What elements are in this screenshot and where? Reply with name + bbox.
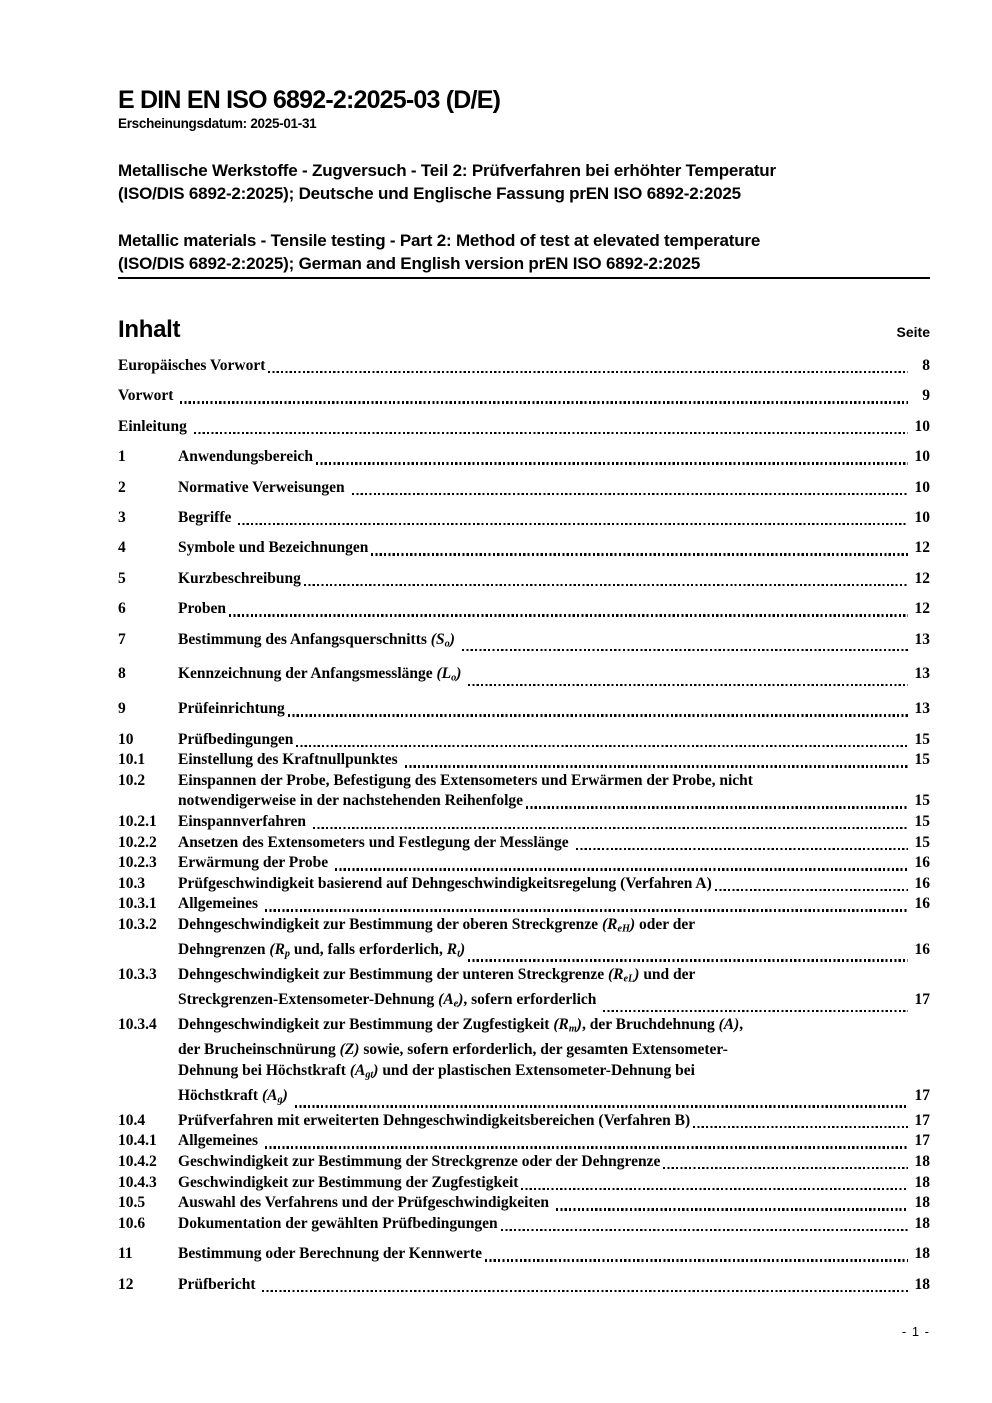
toc-entry-page: 17: [914, 1111, 930, 1129]
toc-entry-title: Prüfeinrichtung: [178, 700, 285, 718]
toc-entry-title: Allgemeines: [178, 1132, 262, 1150]
toc-entry[interactable]: [118, 1015, 930, 1111]
toc-entry-number: 8: [118, 665, 126, 683]
toc-entry-number: 7: [118, 630, 126, 648]
toc-entry-page: 10: [914, 478, 930, 496]
toc-entry-title: notwendigerweise in der nachstehenden Reihenfolge: [178, 792, 524, 810]
toc-entry-number: 10: [118, 730, 134, 748]
toc-entry-title: Streckgrenzen-Extensometer-Dehnung $(A_e)$, sofern erforderlich: [178, 991, 601, 1010]
toc-entry[interactable]: [118, 417, 930, 438]
toc-entry-page: 13: [914, 630, 930, 648]
toc-entry-page: 18: [914, 1245, 930, 1263]
toc-entry-number: 2: [118, 478, 126, 496]
toc-entry-page: 15: [914, 751, 930, 769]
toc-entry-number: 12: [118, 1275, 134, 1293]
toc-leader-dots: [180, 401, 908, 403]
toc-entry-title: Bestimmung des Anfangsquerschnitts $(S_o)$: [178, 630, 455, 649]
toc-header-row: [118, 316, 930, 344]
toc-leader-dots: [295, 1105, 908, 1107]
toc-entry[interactable]: [118, 538, 930, 559]
toc-entry-page: 13: [914, 700, 930, 718]
toc-entry-title: Symbole und Bezeichnungen: [178, 539, 369, 557]
toc-entry-number: 9: [118, 700, 126, 718]
release-date: Erscheinungsdatum: 2025-01-31: [118, 116, 317, 131]
toc-heading: Inhalt: [118, 316, 181, 343]
toc-entry[interactable]: [118, 1173, 930, 1194]
toc-entry-title: Dokumentation der gewählten Prüfbedingungen: [178, 1214, 498, 1232]
title-german: [118, 159, 930, 205]
toc-entry-page: 8: [922, 357, 930, 374]
toc-entry-title: Prüfgeschwindigkeit basierend auf Dehngeschwindigkeitsregelung (Verfahren A): [178, 874, 712, 892]
toc-entry-title: Höchstkraft $(A_g)$: [178, 1086, 288, 1106]
toc-leader-dots: [316, 462, 908, 464]
toc-entry-number: 10.4.2: [118, 1153, 157, 1171]
toc-entry[interactable]: [118, 599, 930, 620]
toc-entry-number: 10.4.1: [118, 1132, 157, 1150]
title-english: [118, 229, 930, 275]
toc-leader-dots: [468, 959, 908, 961]
page-content: [118, 0, 930, 1295]
toc-entry-page: 10: [914, 508, 930, 526]
toc-entry-page: 18: [914, 1194, 930, 1212]
toc-entry-page: 16: [914, 895, 930, 913]
toc-entry-page: 10: [914, 417, 930, 435]
toc-leader-dots: [521, 1188, 908, 1190]
toc-entry-page: 15: [914, 812, 930, 830]
toc-entry-page: 17: [914, 1086, 930, 1104]
toc-entry[interactable]: [118, 1111, 930, 1132]
toc-entry-title: Erwärmung der Probe: [178, 854, 332, 872]
toc-entry-page: 16: [914, 874, 930, 892]
toc-entry-title: Einspannverfahren: [178, 812, 310, 830]
toc-entry-number: 4: [118, 539, 126, 557]
toc-entry[interactable]: [118, 356, 930, 377]
toc-leader-dots: [462, 649, 908, 651]
toc-entry-page: 17: [914, 1132, 930, 1150]
toc-leader-dots: [238, 523, 908, 525]
footer-page-number: - 1 -: [901, 1324, 930, 1339]
toc-entry[interactable]: [118, 853, 930, 874]
title-german-line1: Metallische Werkstoffe - Zugversuch - Teil 2: Prüfverfahren bei erhöhter Temperatur: [118, 161, 776, 180]
toc-entry-page: 13: [914, 665, 930, 683]
toc-entry-title: Proben: [178, 600, 226, 618]
toc-entry-title: Dehngeschwindigkeit zur Bestimmung der Zugfestigkeit $(R_m)$, der Bruchdehnung (A),: [178, 1016, 744, 1035]
toc-entry-title: der Brucheinschnürung (Z) sowie, sofern erforderlich, der gesamten Extensometer-: [178, 1041, 728, 1059]
toc-entry-page: 12: [914, 539, 930, 557]
toc-entry[interactable]: [118, 664, 930, 689]
toc-entry[interactable]: [118, 386, 930, 407]
toc-entry-number: 10.2: [118, 771, 146, 789]
toc-entry-title: Geschwindigkeit zur Bestimmung der Streckgrenze oder der Dehngrenze: [178, 1153, 661, 1171]
toc-entry[interactable]: [118, 1214, 930, 1235]
toc-leader-dots: [265, 909, 908, 911]
toc-entry[interactable]: [118, 630, 930, 655]
toc-leader-dots: [715, 889, 908, 891]
toc-leader-dots: [485, 1259, 908, 1261]
toc-leader-dots: [352, 493, 909, 495]
toc-entry[interactable]: [118, 915, 930, 965]
toc-entry-title: Dehnung bei Höchstkraft $(A_{gt})$ und der plastischen Extensometer-Dehnung bei: [178, 1061, 695, 1081]
toc-entry-title: Anwendungsbereich: [178, 448, 313, 466]
toc-entry-title: Bestimmung oder Berechnung der Kennwerte: [178, 1245, 482, 1263]
toc-entry-title: Prüfbericht: [178, 1275, 260, 1293]
toc-leader-dots: [262, 1290, 908, 1292]
toc-entry-title: Prüfverfahren mit erweiterten Dehngeschwindigkeitsbereichen (Verfahren B): [178, 1111, 691, 1129]
toc-entry-page: 18: [914, 1214, 930, 1232]
toc-leader-dots: [194, 432, 908, 434]
toc-entry[interactable]: [118, 1152, 930, 1173]
toc-entry-title: Auswahl des Verfahrens und der Prüfgeschwindigkeiten: [178, 1194, 553, 1212]
toc-entry[interactable]: [118, 771, 930, 812]
toc-entry-title: Dehngeschwindigkeit zur Bestimmung der oberen Streckgrenze $(R_{eH})$ oder der: [178, 915, 696, 935]
toc-leader-dots: [501, 1229, 908, 1231]
toc-entry-page: 15: [914, 833, 930, 851]
toc-entry[interactable]: [118, 699, 930, 720]
toc-leader-dots: [405, 765, 908, 767]
toc-entry[interactable]: [118, 833, 930, 854]
toc-entry-page: 15: [914, 730, 930, 748]
toc-leader-dots: [576, 848, 908, 850]
toc-entry-number: 10.3.3: [118, 966, 157, 984]
title-german-line2: (ISO/DIS 6892-2:2025); Deutsche und Englische Fassung prEN ISO 6892-2:2025: [118, 184, 741, 203]
toc-entry-number: 10.2.1: [118, 812, 157, 830]
toc-entry-title: Dehngrenzen ($R_p$ und, falls erforderlich, $R_t$): [178, 940, 466, 960]
toc-leader-dots: [288, 714, 908, 716]
page-column-label: Seite: [896, 324, 930, 340]
toc-entry-number: 10.3.4: [118, 1016, 157, 1034]
toc-entry-number: 10.5: [118, 1194, 146, 1212]
toc-entry-page: 12: [914, 600, 930, 618]
toc-entry-page: 18: [914, 1153, 930, 1171]
doc-number: E DIN EN ISO 6892-2:2025-03 (D/E): [118, 86, 501, 114]
toc-entry-number: 10.2.2: [118, 833, 157, 851]
toc-entry[interactable]: [118, 478, 930, 499]
title-english-line1: Metallic materials - Tensile testing - Part 2: Method of test at elevated temperature: [118, 231, 761, 250]
toc-leader-dots: [526, 806, 908, 808]
toc-entry[interactable]: [118, 569, 930, 590]
toc-entry-page: 16: [914, 854, 930, 872]
toc-entry-page: 9: [922, 387, 930, 405]
toc-entry-title: Vorwort: [118, 387, 178, 405]
toc-leader-dots: [693, 1126, 908, 1128]
toc-entry-number: 5: [118, 569, 126, 587]
toc-entry-title: Einstellung des Kraftnullpunktes: [178, 751, 402, 769]
toc-leader-dots: [304, 584, 908, 586]
toc-leader-dots: [556, 1208, 908, 1210]
toc-entry[interactable]: [118, 1193, 930, 1214]
toc-entry[interactable]: [118, 447, 930, 468]
toc-entry-number: 10.6: [118, 1214, 146, 1232]
toc-entry-page: 10: [914, 448, 930, 466]
toc-entry-title: Normative Verweisungen: [178, 478, 349, 496]
toc-entry[interactable]: [118, 508, 930, 529]
toc-entry-page: 17: [914, 991, 930, 1009]
toc-leader-dots: [229, 614, 908, 616]
toc-entry-number: 10.4.3: [118, 1173, 157, 1191]
toc-entry-number: 10.3.2: [118, 915, 157, 933]
toc-entry-number: 10.3.1: [118, 895, 157, 913]
toc-entry-title: Einleitung: [118, 417, 191, 435]
toc-entry-page: 12: [914, 569, 930, 587]
toc-entry-number: 1: [118, 448, 126, 466]
toc-entry-number: 10.2.3: [118, 854, 157, 872]
toc-entry-title: Allgemeines: [178, 895, 262, 913]
toc-entry[interactable]: [118, 1131, 930, 1152]
toc-entry-page: 18: [914, 1173, 930, 1191]
toc-entry[interactable]: [118, 965, 930, 1015]
toc-entry-title: Kurzbeschreibung: [178, 569, 301, 587]
toc-entry-title: Europäisches Vorwort: [118, 357, 266, 374]
toc-entry-title: Ansetzen des Extensometers und Festlegung der Messlänge: [178, 833, 573, 851]
toc-entry-number: 6: [118, 600, 126, 618]
toc-leader-dots: [663, 1167, 908, 1169]
footer: [902, 1324, 930, 1339]
toc-leader-dots: [603, 1010, 908, 1012]
toc-leader-dots: [468, 684, 908, 686]
toc-entry-number: 3: [118, 508, 126, 526]
toc-entry[interactable]: [118, 874, 930, 895]
toc-entry-title: Kennzeichnung der Anfangsmesslänge $(L_o)$: [178, 665, 462, 684]
toc-entry-number: 10.4: [118, 1111, 146, 1129]
toc-entry-title: Begriffe: [178, 508, 236, 526]
toc-entry[interactable]: [118, 1275, 930, 1296]
toc-entry-title: Geschwindigkeit zur Bestimmung der Zugfestigkeit: [178, 1173, 519, 1191]
table-of-contents: [118, 356, 930, 1295]
header-divider-rule: [118, 277, 930, 279]
toc-leader-dots: [268, 371, 908, 373]
toc-leader-dots: [313, 827, 908, 829]
toc-entry-page: 18: [914, 1275, 930, 1293]
toc-leader-dots: [296, 745, 908, 747]
toc-leader-dots: [335, 868, 908, 870]
toc-entry[interactable]: [118, 894, 930, 915]
toc-entry[interactable]: [118, 730, 930, 751]
toc-entry-number: 10.1: [118, 751, 146, 769]
toc-leader-dots: [265, 1146, 908, 1148]
toc-leader-dots: [371, 553, 908, 555]
toc-entry-title: Dehngeschwindigkeit zur Bestimmung der unteren Streckgrenze $(R_{eL})$ und der: [178, 966, 696, 985]
toc-entry-number: 11: [118, 1245, 133, 1263]
toc-entry-page: 15: [914, 792, 930, 810]
toc-entry[interactable]: [118, 750, 930, 771]
title-english-line2: (ISO/DIS 6892-2:2025); German and English version prEN ISO 6892-2:2025: [118, 254, 701, 273]
toc-entry[interactable]: [118, 1244, 930, 1265]
toc-entry-page: 16: [914, 940, 930, 958]
toc-entry-title: Einspannen der Probe, Befestigung des Extensometers und Erwärmen der Probe, nicht: [178, 771, 753, 789]
toc-entry[interactable]: [118, 812, 930, 833]
toc-entry-number: 10.3: [118, 874, 146, 892]
toc-entry-title: Prüfbedingungen: [178, 730, 294, 748]
